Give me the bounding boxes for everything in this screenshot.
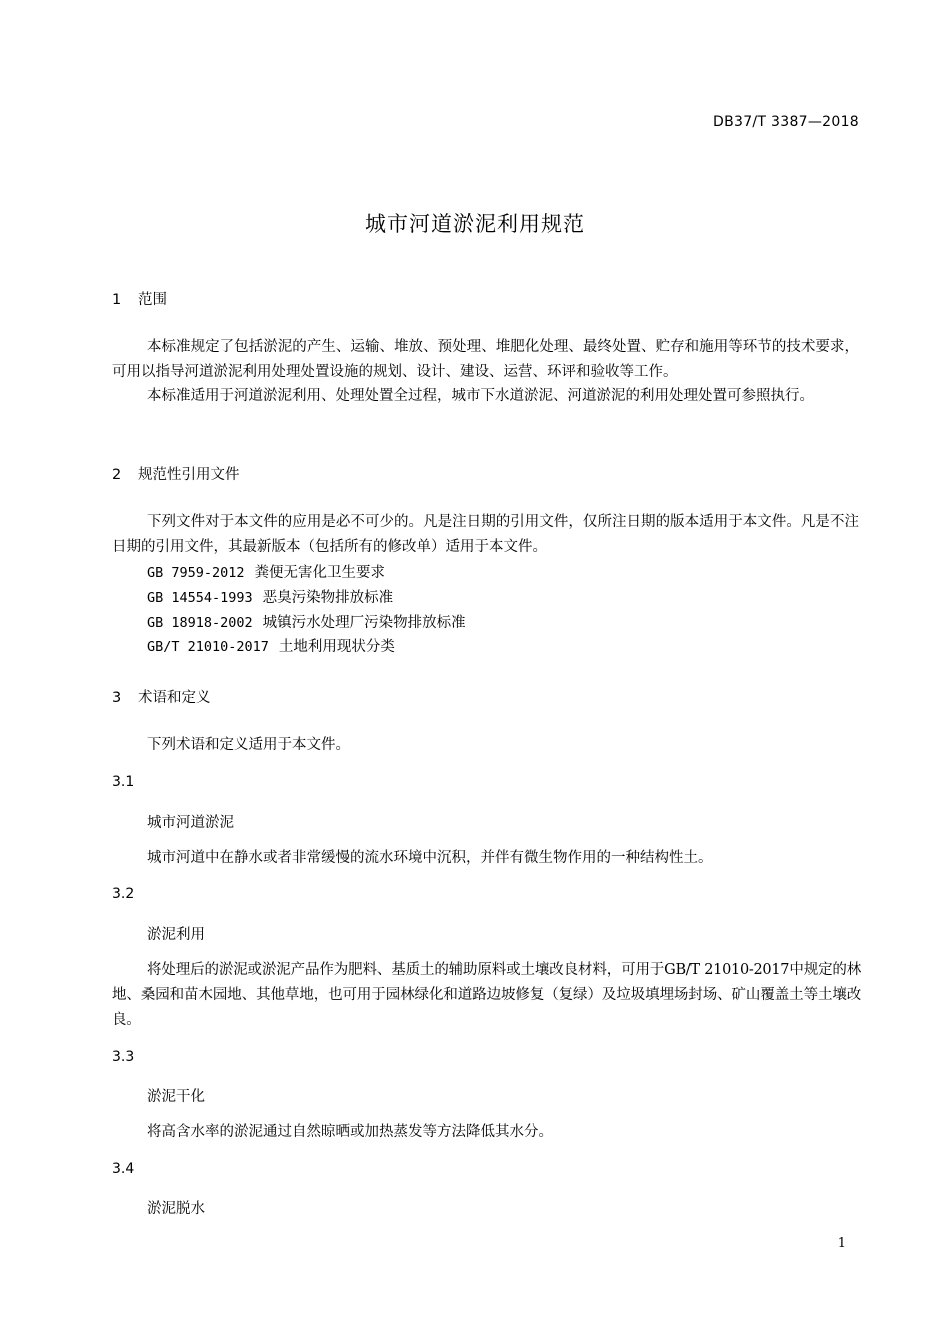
term-title: 城市河道淤泥	[147, 815, 234, 831]
section-number: 3	[112, 690, 122, 706]
reference-item	[147, 611, 466, 632]
section-title: 术语和定义	[138, 690, 211, 706]
clause-number: 3.2	[112, 886, 135, 902]
term-definition: 将高含水率的淤泥通过自然晾晒或加热蒸发等方法降低其水分。	[147, 1124, 553, 1140]
reference-name: 恶臭污染物排放标准	[262, 590, 394, 606]
reference-code: GB 18918-2002	[147, 615, 253, 631]
term-title: 淤泥脱水	[147, 1201, 205, 1217]
reference-code: GB/T 21010-2017	[147, 639, 269, 655]
reference-item	[147, 586, 393, 607]
page-number: 1	[837, 1236, 846, 1251]
section-number: 2	[112, 467, 122, 483]
term-definition: 城市河道中在静水或者非常缓慢的流水环境中沉积，并伴有微生物作用的一种结构性土。	[147, 850, 713, 866]
section-1-paragraph-1: 本标准规定了包括淤泥的产生、运输、堆放、预处理、堆肥化处理、最终处置、贮存和施用等环节的技术要求，可用以指导河道淤泥利用处理处置设施的规划、设计、建设、运营、环评和验收等工作。	[112, 339, 859, 380]
clause-number: 3.4	[112, 1161, 135, 1177]
section-1-heading	[112, 288, 167, 309]
reference-code: GB 7959-2012	[147, 565, 245, 581]
standard-code: DB37/T 3387—2018	[713, 114, 859, 130]
clause-number: 3.1	[112, 774, 135, 790]
section-1-paragraph-2: 本标准适用于河道淤泥利用、处理处置全过程，城市下水道淤泥、河道淤泥的利用处理处置可参照执行。	[147, 388, 814, 404]
reference-name: 粪便无害化卫生要求	[254, 565, 386, 581]
term-title: 淤泥利用	[147, 927, 205, 943]
section-title: 规范性引用文件	[138, 467, 240, 483]
term-title: 淤泥干化	[147, 1089, 205, 1105]
reference-name: 土地利用现状分类	[278, 639, 395, 655]
term-definition: 将处理后的淤泥或淤泥产品作为肥料、基质土的辅助原料或土壤改良材料，可用于GB/T 21010-2017中规定的林地、桑园和苗木园地、其他草地，也可用于园林绿化和道路边坡修复（复绿）及垃圾填埋场封场、矿山覆盖土等土壤改良。	[112, 962, 861, 1028]
reference-item	[147, 561, 385, 582]
section-3-heading	[112, 686, 211, 707]
section-title: 范围	[138, 292, 167, 308]
section-2-intro: 下列文件对于本文件的应用是必不可少的。凡是注日期的引用文件，仅所注日期的版本适用于本文件。凡是不注日期的引用文件，其最新版本（包括所有的修改单）适用于本文件。	[112, 514, 859, 555]
reference-item	[147, 635, 395, 656]
section-3-intro: 下列术语和定义适用于本文件。	[147, 737, 350, 753]
section-number: 1	[112, 292, 122, 308]
document-title: 城市河道淤泥利用规范	[365, 212, 585, 236]
clause-number: 3.3	[112, 1049, 135, 1065]
section-2-heading	[112, 463, 240, 484]
reference-code: GB 14554-1993	[147, 590, 253, 606]
reference-name: 城镇污水处理厂污染物排放标准	[262, 615, 466, 631]
